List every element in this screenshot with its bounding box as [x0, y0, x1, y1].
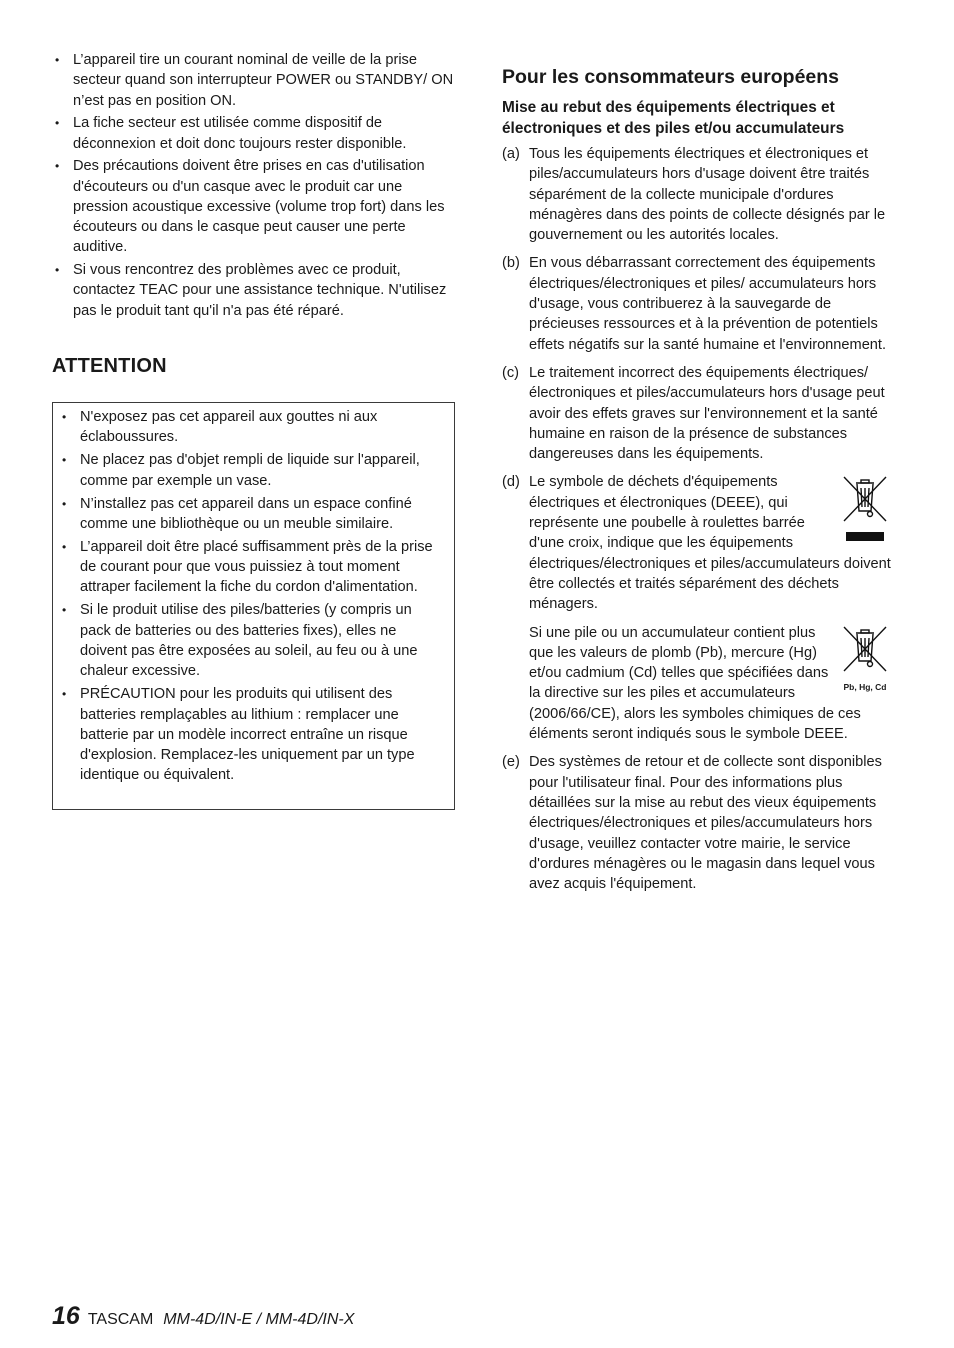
item-text: En vous débarrassant correctement des équipements électriques/électroniques et piles/ accumulateurs hors d'usage, vous contribuerez à la sauvegarde de précieuses ressources et à la prévention de potentiels effets négatifs sur la santé humaine et l'environnement. [529, 255, 887, 353]
page-footer [52, 1302, 354, 1331]
disposal-list [502, 144, 902, 894]
attention-box [52, 402, 455, 810]
section-title: Pour les consommateurs européens [502, 66, 840, 88]
right-column [502, 66, 902, 902]
weee-bar [846, 532, 884, 541]
model-name: MM-4D/IN-E / MM-4D/IN-X [163, 1311, 355, 1328]
list-item [502, 253, 902, 354]
brand-name: TASCAM [87, 1311, 154, 1328]
item-marker: (a) [502, 146, 520, 162]
list-item [502, 472, 902, 744]
list-item: • L’appareil doit être placé suffisamment près de la prise de courant pour que vous puissiez à tout moment attraper facilement la fiche du cordon d'alimentation. [59, 537, 446, 598]
list-item [502, 144, 902, 245]
list-item [502, 752, 902, 894]
item-marker: (d) [502, 474, 520, 491]
list-item: • Ne placez pas d'objet rempli de liquide sur l'appareil, comme par exemple un vase. [59, 450, 446, 491]
attention-heading: ATTENTION [52, 355, 167, 377]
list-item: • N'exposez pas cet appareil aux gouttes ni aux éclaboussures. [59, 407, 446, 448]
list-item: • Si le produit utilise des piles/batteries (y compris un pack de batteries ou des batteries fixes), elles ne doivent pas être exposées au soleil, au feu ou à une chaleur excessive. [59, 600, 446, 681]
list-item: • N’installez pas cet appareil dans un espace confiné comme une bibliothèque ou un meuble similaire. [59, 494, 446, 535]
item-marker: (b) [502, 255, 520, 272]
section-subtitle: Mise au rebut des équipements électriques et électroniques et des piles et/ou accumulateurs [502, 99, 845, 137]
crossed-bin-icon [840, 625, 890, 673]
item-text: Le traitement incorrect des équipements électriques/ électroniques et piles/accumulateurs hors d'usage peut avoir des effets graves sur l'environnement et la santé humaine en raison de la présence de substances dangereuses dans les équipements. [529, 364, 885, 463]
page-number: 16 [52, 1302, 80, 1330]
item-text: Si une pile ou un accumulateur contient plus que les valeurs de plomb (Pb), mercure (Hg) et/ou cadmium (Cd) telles que spécifiées dans la directive sur les piles et accumulateurs (2006/66/CE), alors les symboles chimiques de ces éléments seront indiqués sous le symbole DEEE. [529, 624, 861, 743]
list-item [502, 363, 902, 464]
list-item: • Si vous rencontrez des problèmes avec ce produit, contactez TEAC pour une assistance technique. N'utilisez pas le produit tant qu'il n'a pas été réparé. [52, 260, 457, 321]
chemical-symbols-label: Pb, Hg, Cd [843, 681, 887, 692]
item-marker: (e) [502, 754, 520, 771]
list-item: • Des précautions doivent être prises en cas d'utilisation d'écouteurs ou d'un casque avec le produit car une pression acoustique excessive (volume trop fort) dans les écouteurs ou dans le casque peut causer une perte auditive. [52, 156, 457, 257]
list-item: • L’appareil tire un courant nominal de veille de la prise secteur quand son interrupteur POWER ou STANDBY/ ON n’est pas en position ON. [52, 50, 457, 111]
item-marker: (c) [502, 364, 520, 381]
item-text: Le symbole de déchets d'équipements électriques et électroniques (DEEE), qui représente une poubelle à roulettes barrée d'une croix, indique que les équipements électriques/électroniques et piles/accumulateurs doivent être collectés et traités séparément des déchets ménagers. [529, 474, 891, 613]
list-item: • PRÉCAUTION pour les produits qui utilisent des batteries remplaçables au lithium : remplacer une batterie par un modèle incorrect entraîne un risque d'explosion. Remplacez-les uniquement par un type identique ou équivalent. [59, 684, 446, 785]
crossed-bin-icon [840, 475, 890, 523]
weee-symbol [838, 475, 892, 541]
item-text: Tous les équipements électriques et électroniques et piles/accumulateurs hors d'usage doivent être traités séparément de la collecte municipale d'ordures ménagères dans des points de collecte désignés par le gouvernement ou les autorités locales. [529, 146, 886, 244]
precautions-list [52, 50, 457, 321]
attention-list [59, 407, 446, 786]
left-column [52, 50, 457, 323]
battery-weee-symbol [838, 625, 892, 697]
list-item: • La fiche secteur est utilisée comme dispositif de déconnexion et doit donc toujours rester disponible. [52, 113, 457, 154]
item-text: Des systèmes de retour et de collecte sont disponibles pour l'utilisateur final. Pour des informations plus détaillées sur la mise au rebut des vieux équipements électriques/électroniques et piles/accumulateurs hors d'usage, veuillez contacter votre mairie, le service d'ordures ménagères ou le magasin dans lequel vous avez acquis l'équipement. [529, 754, 882, 893]
